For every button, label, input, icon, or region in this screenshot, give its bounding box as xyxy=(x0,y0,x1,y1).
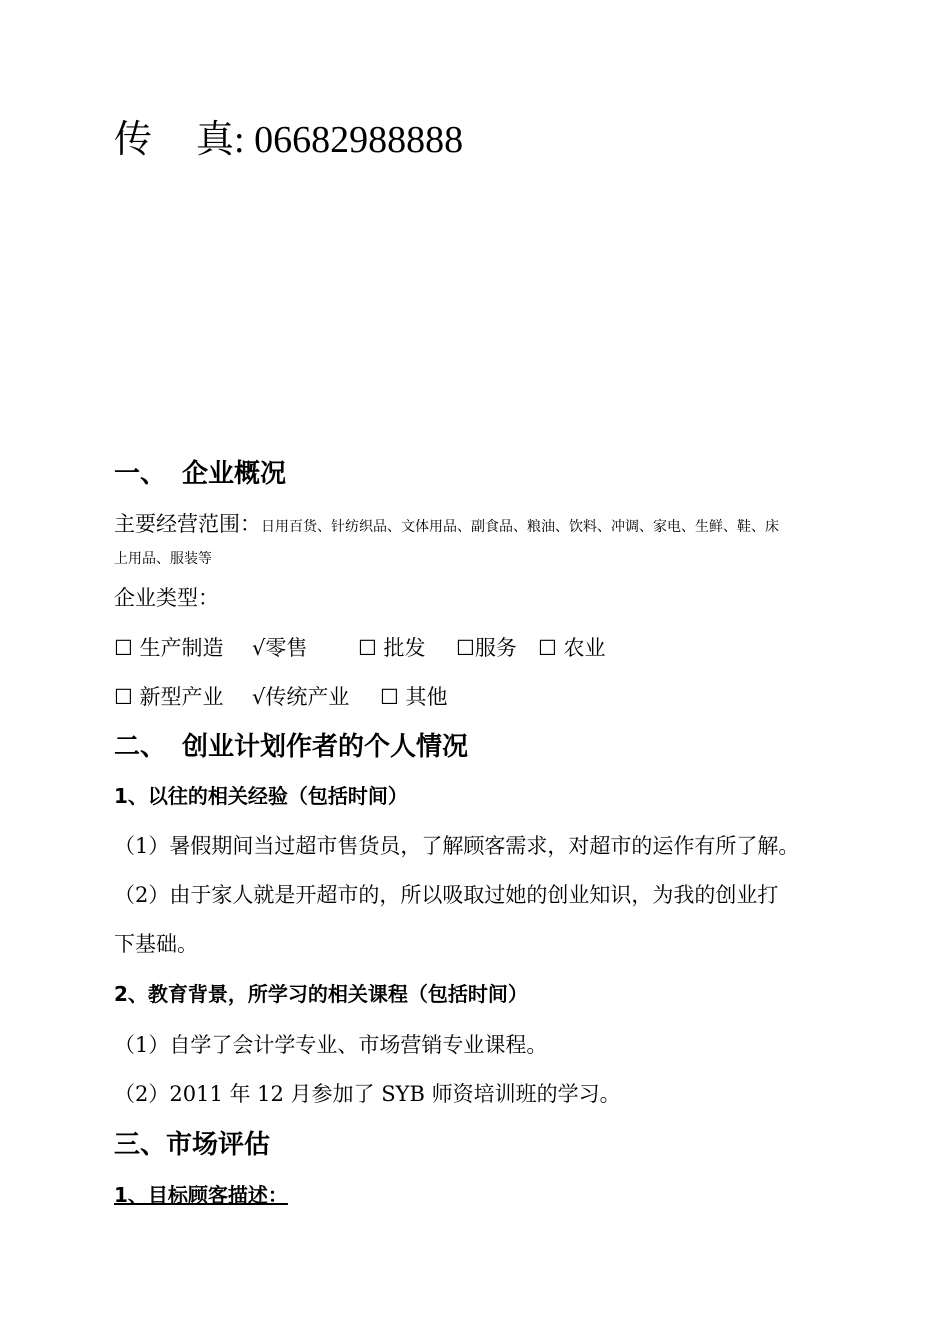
section2-heading xyxy=(114,729,468,765)
section1-heading xyxy=(114,456,286,492)
target-customer-subheading: 1、目标顾客描述： xyxy=(114,1183,288,1207)
option-service: ☐服务 xyxy=(456,636,517,660)
option-other: ☐ 其他 xyxy=(380,685,448,709)
section2-number: 二、 xyxy=(114,732,167,762)
fax-label-char-2: 真 xyxy=(196,119,235,161)
education-item-1: （1）自学了会计学专业、市场营销专业课程。 xyxy=(114,1033,548,1057)
experience-item-2-line-2: 下基础。 xyxy=(114,932,198,956)
option-manufacturing: ☐ 生产制造 xyxy=(114,636,224,660)
option-wholesale: ☐ 批发 xyxy=(358,636,426,660)
section3-heading: 三、市场评估 xyxy=(114,1130,271,1160)
fax-separator: : xyxy=(234,119,245,161)
fax-label-char-1: 传 xyxy=(114,119,153,161)
education-subheading: 2、教育背景，所学习的相关课程（包括时间） xyxy=(114,982,528,1006)
scope-line xyxy=(114,508,779,543)
section2-title: 创业计划作者的个人情况 xyxy=(182,732,469,762)
scope-label: 主要经营范围： xyxy=(114,512,261,536)
option-agriculture: ☐ 农业 xyxy=(538,636,606,660)
fax-line xyxy=(114,112,463,168)
fax-number: 06682988888 xyxy=(254,119,464,161)
option-traditional-industry: √传统产业 xyxy=(252,685,350,709)
option-new-industry: ☐ 新型产业 xyxy=(114,685,224,709)
option-retail: √零售 xyxy=(252,636,308,660)
scope-text-2: 上用品、服装等 xyxy=(114,551,212,567)
section1-title: 企业概况 xyxy=(182,459,287,489)
type-label: 企业类型： xyxy=(114,586,219,610)
experience-item-1: （1）暑假期间当过超市售货员，了解顾客需求，对超市的运作有所了解。 xyxy=(114,834,800,858)
education-item-2: （2）2011 年 12 月参加了 SYB 师资培训班的学习。 xyxy=(114,1082,621,1106)
type-row-2 xyxy=(114,681,448,713)
experience-subheading: 1、以往的相关经验（包括时间） xyxy=(114,784,408,808)
scope-text-1: 日用百货、针纺织品、文体用品、副食品、粮油、饮料、冲调、家电、生鲜、鞋、床 xyxy=(261,519,779,535)
section1-number: 一、 xyxy=(114,459,167,489)
experience-item-2-line-1: （2）由于家人就是开超市的，所以吸取过她的创业知识，为我的创业打 xyxy=(114,883,779,907)
type-row-1 xyxy=(114,632,606,664)
